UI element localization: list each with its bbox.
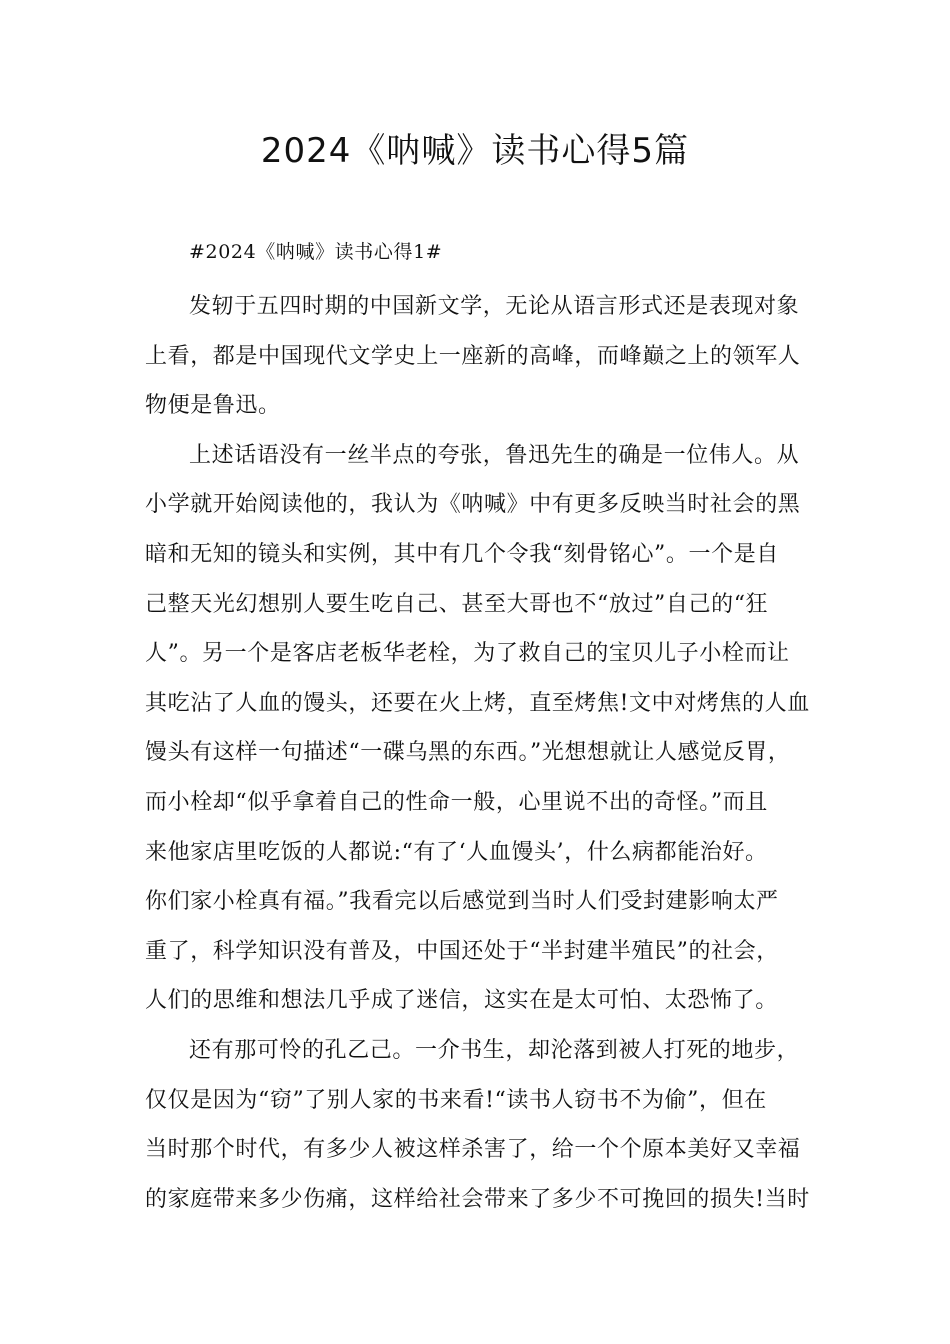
text-line: 人”。另一个是客店老板华老栓，为了救自己的宝贝儿子小栓而让 <box>145 641 790 667</box>
text-line: 小学就开始阅读他的，我认为《呐喊》中有更多反映当时社会的黑 <box>145 492 801 518</box>
paragraph-3 <box>145 1026 821 1224</box>
text-line: 暗和无知的镜头和实例，其中有几个令我“刻骨铭心”。一个是自 <box>145 541 779 567</box>
text-line: 物便是鲁迅。 <box>145 393 281 419</box>
text-line: 当时那个时代，有多少人被这样杀害了，给一个个原本美好又幸福 <box>145 1137 801 1163</box>
document-body <box>145 230 821 1224</box>
text-line: 你们家小栓真有福。”我看完以后感觉到当时人们受封建影响太严 <box>145 889 779 915</box>
text-line: 来他家店里吃饭的人都说:“有了‘人血馒头’，什么病都能治好。 <box>145 839 768 865</box>
section-heading: #2024《呐喊》读书心得1# <box>189 241 443 263</box>
text-line: 发轫于五四时期的中国新文学，无论从语言形式还是表现对象 <box>189 294 800 319</box>
document-title: 2024《呐喊》读书心得5篇 <box>260 131 690 171</box>
paragraph-2 <box>145 431 821 1026</box>
text-line: 上述话语没有一丝半点的夸张，鲁迅先生的确是一位伟人。从 <box>189 442 800 468</box>
text-line: 而小栓却“似乎拿着自己的性命一般，心里说不出的奇怪。”而且 <box>145 789 768 815</box>
text-line: 还有那可怜的孔乙己。一介书生，却沦落到被人打死的地步， <box>189 1037 800 1063</box>
text-line: 其吃沾了人血的馒头，还要在火上烤，直至烤焦!文中对烤焦的人血 <box>145 690 810 716</box>
text-line: 己整天光幻想别人要生吃自己、甚至大哥也不“放过”自己的“狂 <box>145 591 769 617</box>
text-line: 人们的思维和想法几乎成了迷信，这实在是太可怕、太恐怖了。 <box>145 988 778 1014</box>
text-line: 仅仅是因为“窃”了别人家的书来看!“读书人窃书不为偷”，但在 <box>145 1087 767 1113</box>
text-line: 馒头有这样一句描述“一碟乌黑的东西。”光想想就让人感觉反胃， <box>145 740 791 766</box>
text-line: 重了，科学知识没有普及，中国还处于“半封建半殖民”的社会， <box>145 938 779 964</box>
paragraph-1 <box>145 282 821 431</box>
text-line: 上看，都是中国现代文学史上一座新的高峰，而峰巅之上的领军人 <box>145 343 801 369</box>
text-line: 的家庭带来多少伤痛，这样给社会带来了多少不可挽回的损失!当时 <box>145 1186 810 1212</box>
